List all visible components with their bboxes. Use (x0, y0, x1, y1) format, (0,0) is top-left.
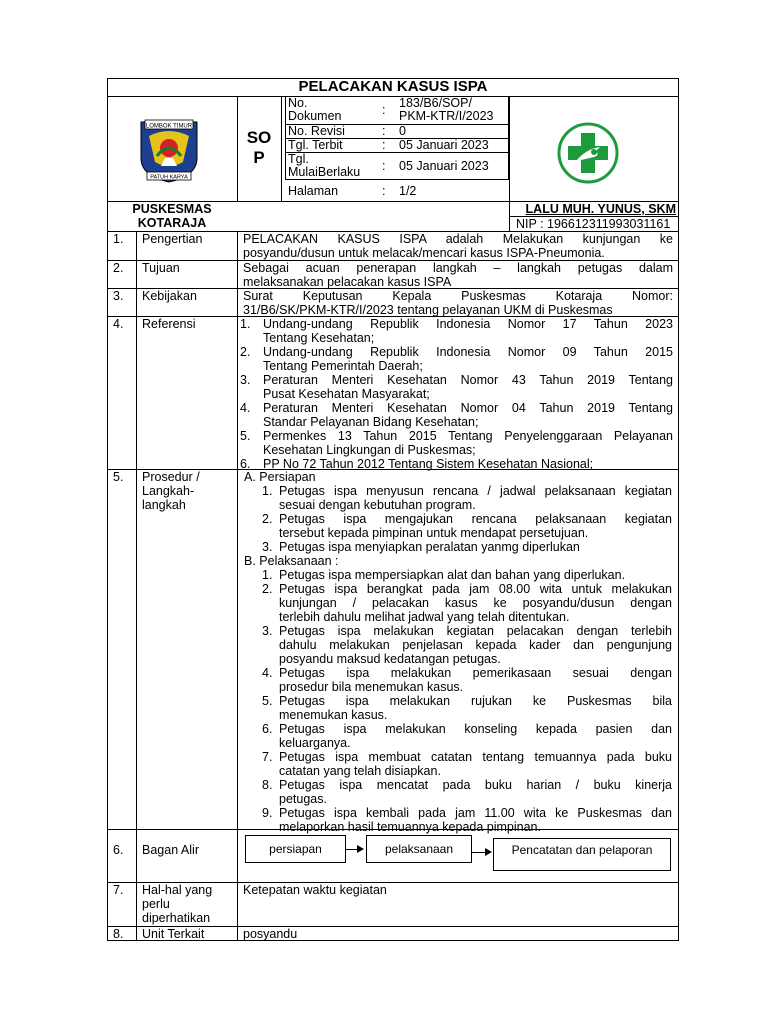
row-number: 6. (113, 843, 124, 857)
list-item: 2. Petugas ispa berangkat pada jam 08.00 wita untuk melakukan kunjungan / pelacakan kasus ke posyandu/dusun dengan terlebih dahulu melihat jadwal yang telah ditentukan. (262, 582, 672, 624)
row-label-kebijakan: Kebijakan (142, 289, 197, 303)
list-item: 5. Permenkes 13 Tahun 2015 Tentang Penyelenggaraan Pelayanan Kesehatan Lingkungan di Puskesmas; (240, 429, 673, 457)
header-divider (509, 96, 510, 202)
arrow-head-icon (485, 848, 492, 856)
signer-nip: NIP : 196612311993031161 (516, 217, 671, 231)
meta-value-halaman: 1/2 (399, 184, 417, 198)
meta-colon: : (382, 103, 386, 117)
row-number: 2. (113, 261, 124, 275)
signer-name: LALU MUH. YUNUS, SKM (525, 202, 676, 216)
row-content-pengertian: PELACAKAN KASUS ISPA adalah Melakukan kunjungan ke posyandu/dusun untuk melacak/mencari kasus ISPA-Pneumonia. (243, 232, 673, 260)
flow-step-pencatatan: Pencatatan dan pelaporan (493, 838, 671, 871)
list-item: 3. Petugas ispa melakukan kegiatan pelacakan dengan terlebih dahulu melakukan penjelasan kepada kader dan pengunjung posyandu maksud kedatangan petugas. (262, 624, 672, 666)
meta-colon: : (382, 124, 386, 138)
row-content-tujuan: Sebagai acuan penerapan langkah – langkah petugas dalam melaksanakan pelacakan kasus ISPA (243, 261, 673, 289)
meta-label-no-dokumen: No. Dokumen (288, 96, 342, 123)
meta-value-tgl-mulai-berlaku: 05 Januari 2023 (399, 159, 489, 173)
organization-name: PUSKESMAS KOTARAJA (132, 202, 212, 230)
list-item: 3. Petugas ispa menyiapkan peralatan yanmg diperlukan (262, 540, 580, 554)
sop-label: SO P (246, 128, 272, 167)
svg-text:LOMBOK TIMUR: LOMBOK TIMUR (145, 123, 193, 130)
flow-arrow (472, 852, 485, 853)
list-item: 8. Petugas ispa mencatat pada buku harian / buku kinerja petugas. (262, 778, 672, 806)
row-content-unit-terkait: posyandu (243, 927, 298, 941)
row-number: 7. (113, 883, 124, 897)
document-title: PELACAKAN KASUS ISPA (298, 78, 488, 95)
row-label-tujuan: Tujuan (142, 261, 180, 275)
meta-label-halaman: Halaman (288, 184, 339, 198)
flow-step-persiapan: persiapan (245, 835, 346, 863)
row-number: 1. (113, 232, 124, 246)
meta-value-no-revisi: 0 (399, 124, 406, 138)
lombok-timur-logo (135, 118, 203, 184)
column-divider (136, 231, 137, 941)
meta-value-no-dokumen: 183/B6/SOP/ PKM-KTR/I/2023 (399, 96, 494, 123)
list-item: 3. Peraturan Menteri Kesehatan Nomor 43 Tahun 2019 Tentang Pusat Kesehatan Masyarakat; (240, 373, 673, 401)
flow-arrow (346, 849, 357, 850)
row-content-hal-hal: Ketepatan waktu kegiatan (243, 883, 387, 897)
row-label-pengertian: Pengertian (142, 232, 203, 246)
list-item: 1. Petugas ispa mempersiapkan alat dan bahan yang diperlukan. (262, 568, 626, 582)
prosedur-content (244, 470, 674, 834)
list-item: 4. Petugas ispa melakukan pemerikasaan sesuai dengan prosedur bila menemukan kasus. (262, 666, 672, 694)
list-item: 1. Petugas ispa menyusun rencana / jadwal pelaksanaan kegiatan sesuai dengan kebutuhan program. (262, 484, 672, 512)
list-item: 2. Petugas ispa mengajukan rencana pelaksanaan kegiatan tersebut kepada pimpinan untuk mendapat persetujuan. (262, 512, 672, 540)
list-item: 1. Undang-undang Republik Indonesia Nomor 17 Tahun 2023 Tentang Kesehatan; (240, 317, 673, 345)
referensi-list (240, 317, 674, 471)
row-number: 5. (113, 470, 124, 484)
meta-colon: : (382, 138, 386, 152)
meta-value-tgl-terbit: 05 Januari 2023 (399, 138, 489, 152)
meta-divider (285, 179, 509, 180)
row-label-referensi: Referensi (142, 317, 196, 331)
row-content-kebijakan: Surat Keputusan Kepala Puskesmas Kotaraja Nomor: 31/B6/SK/PKM-KTR/I/2023 tentang pelayanan UKM di Puskesmas (243, 289, 673, 317)
row-number: 4. (113, 317, 124, 331)
title-divider (107, 96, 679, 97)
list-item: 9. Petugas ispa kembali pada jam 11.00 wita ke Puskesmas dan melaporkan hasil temuannya kepada pimpinan. (262, 806, 672, 834)
section-heading: A. Persiapan (244, 470, 316, 484)
puskesmas-logo (556, 121, 620, 185)
row-label-prosedur: Prosedur / Langkah- langkah (142, 470, 200, 512)
list-item: 5. Petugas ispa melakukan rujukan ke Puskesmas bila menemukan kasus. (262, 694, 672, 722)
row-number: 8. (113, 927, 124, 941)
column-divider (237, 231, 238, 941)
list-item: 7. Petugas ispa membuat catatan tentang temuannya pada buku catatan yang telah disiapkan. (262, 750, 672, 778)
meta-label-no-revisi: No. Revisi (288, 124, 345, 138)
list-item: 4. Peraturan Menteri Kesehatan Nomor 04 Tahun 2019 Tentang Standar Pelayanan Bidang Kesehatan; (240, 401, 673, 429)
flow-step-pelaksanaan: pelaksanaan (366, 835, 472, 863)
row-label-bagan-alir: Bagan Alir (142, 843, 199, 857)
list-item: 6. Petugas ispa melakukan konseling kepada pasien dan keluarganya. (262, 722, 672, 750)
meta-colon: : (382, 159, 386, 173)
list-item: 6. PP No 72 Tahun 2012 Tentang Sistem Kesehatan Nasional; (240, 457, 594, 471)
meta-label-tgl-mulai-berlaku: Tgl. MulaiBerlaku (288, 152, 361, 179)
row-label-hal-hal: Hal-hal yang perlu diperhatikan (142, 883, 213, 925)
row-number: 3. (113, 289, 124, 303)
header-divider (281, 96, 282, 202)
arrow-head-icon (357, 845, 364, 853)
meta-label-tgl-terbit: Tgl. Terbit (288, 138, 343, 152)
row-label-unit-terkait: Unit Terkait (142, 927, 205, 941)
meta-colon: : (382, 184, 386, 198)
svg-text:PATUH KARYA: PATUH KARYA (150, 174, 188, 181)
section-heading: B. Pelaksanaan : (244, 554, 339, 568)
list-item: 2. Undang-undang Republik Indonesia Nomor 09 Tahun 2015 Tentang Pemerintah Daerah; (240, 345, 673, 373)
